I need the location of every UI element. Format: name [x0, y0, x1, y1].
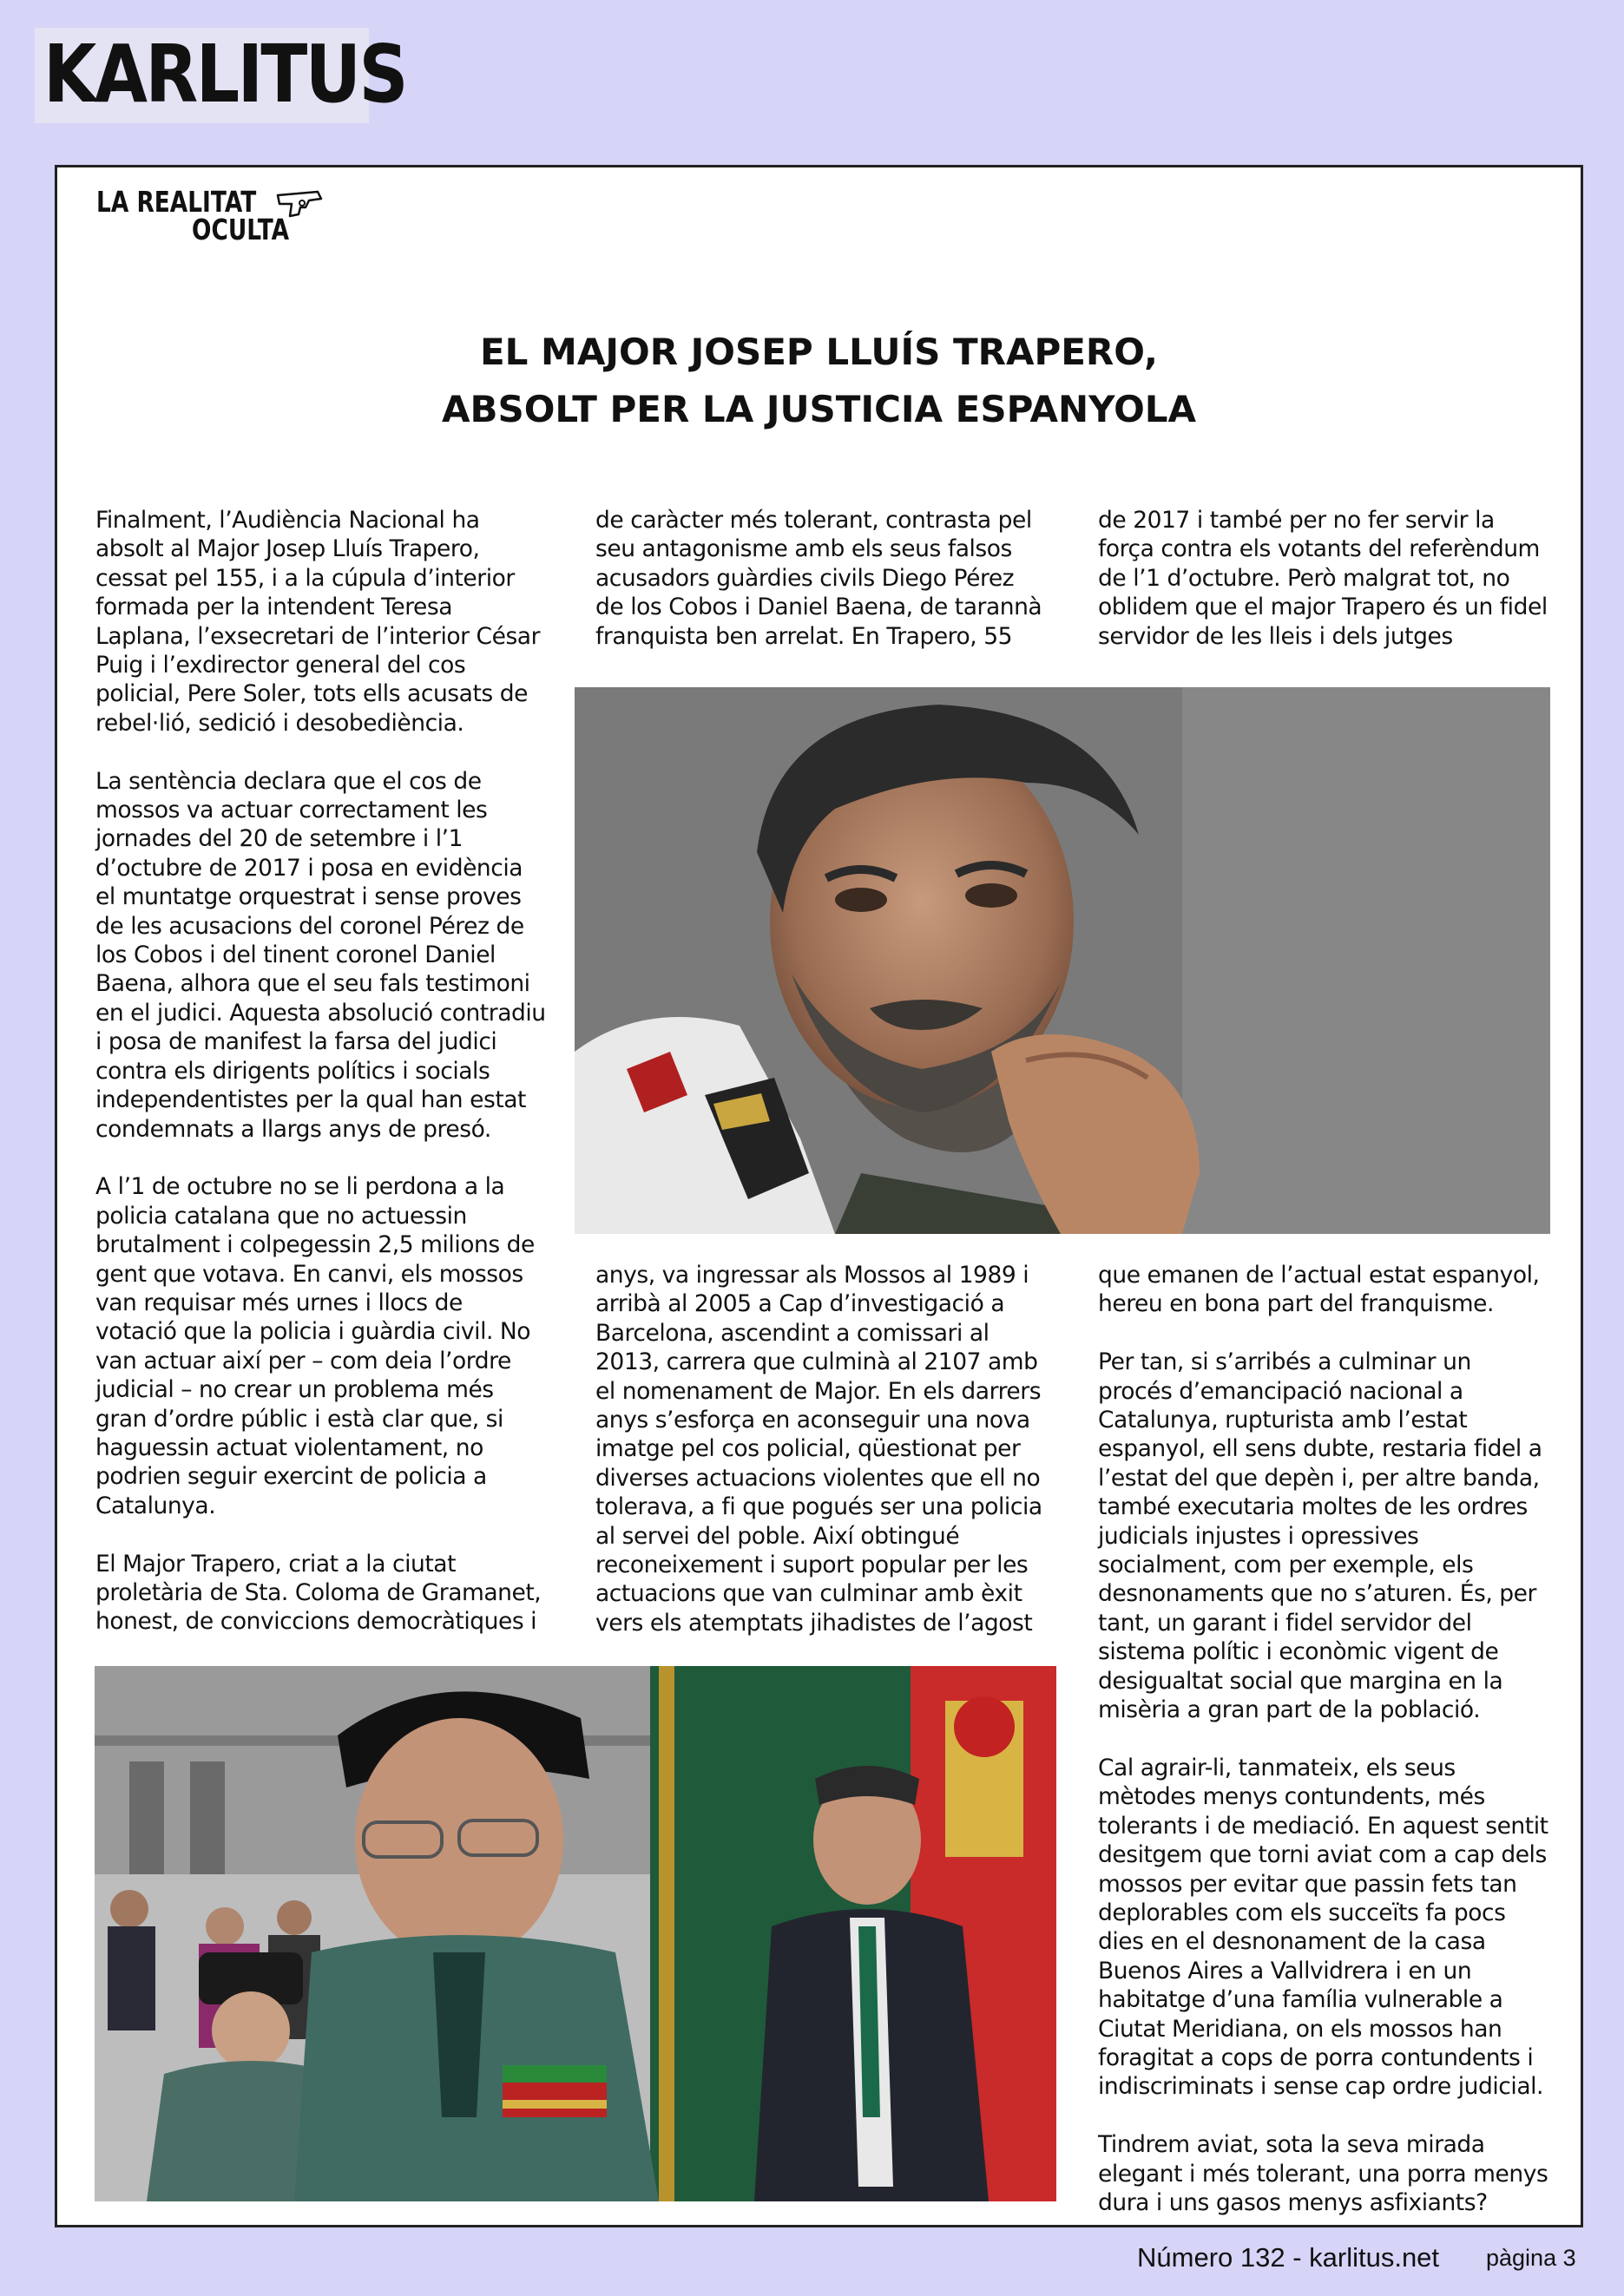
article-column-3-bottom: [1098, 1261, 1549, 2217]
col3-paragraph-4: Cal agrair-li, tanmateix, els seus mètodes menys contundents, més tolerants i de mediació. En aquest sentit desitgem que torni aviat com a cap dels mossos per evitar que passin fets tan deplorables com els succeïts fa pocs dies en el desnonament de la casa Buenos Aires a Vallvidrera i en un habitatge d’una família vulnerable a Ciutat Meridiana, on els mossos han foragitat a cops de porra contundents i indiscriminats i sense cap ordre judicial.: [1098, 1754, 1548, 2101]
headline-line1: EL MAJOR JOSEP LLUÍS TRAPERO,: [479, 331, 1159, 373]
col3-paragraph-3: Per tan, si s’arribés a culminar un procés d’emancipació nacional a Catalunya, rupturista amb l’estat espanyol, ell sens dubte, restaria fidel a l’estat del que depèn i, per altre banda, també executaria moltes de les ordres judicials injustes i opressives socialment, com per exemple, els desnonaments que no s’aturen. És, per tant, un garant i fidel servidor del sistema polític i econòmic vigent de desigualtat social que margina en la misèria a gran part de la població.: [1098, 1348, 1542, 1724]
col2-paragraph-1: de caràcter més tolerant, contrasta pel seu antagonisme amb els seus falsos acusadors guàrdies civils Diego Pérez de los Cobos i Daniel Baena, de tarannà franquista ben arrelat. En Trapero, 55: [595, 507, 1042, 650]
article-column-1: [95, 506, 547, 1637]
footer-page-number: pàgina 3: [1486, 2245, 1576, 2271]
col1-paragraph-3: A l’1 de octubre no se li perdona a la policia catalana que no actuessin brutalment i colpegessin 2,5 milions de gent que votava. En canvi, els mossos van requisar més urnes i llocs de votació que la policia i guàrdia civil. No van actuar així per – com deia l’ordre judicial – no crear un problema més gran d’ordre públic i està clar que, si haguessin actuat violentament, no podrien seguir exercint de policia a Catalunya.: [95, 1173, 535, 1519]
col3-paragraph-1: de 2017 i també per no fer servir la força contra els votants del referèndum de l’1 d’octubre. Però malgrat tot, no oblidem que el major Trapero és un fidel servidor de les lleis i dels jutges: [1098, 507, 1548, 650]
guardia-civil-officers-photo: [95, 1666, 1056, 2201]
section-logo: [96, 185, 313, 246]
col1-paragraph-1: Finalment, l’Audiència Nacional ha absolt al Major Josep Lluís Trapero, cessat pel 155, i a la cúpula d’interior formada per la intendent Teresa Laplana, l’exsecretari de l’interior César Puig i l’exdirector general del cos policial, Pere Soler, tots ells acusats de rebel·lió, sedició i desobediència.: [95, 507, 541, 737]
article-column-3-top: [1098, 506, 1549, 651]
col2-paragraph-2: anys, va ingressar als Mossos al 1989 i arribà al 2005 a Cap d’investigació a Barcelona, ascendint a comissari al 2013, carrera que culminà al 2107 amb el nomenament de Major. En els darrers anys s’esforça en aconseguir una nova imatge pel cos policial, qüestionat per diverses actuacions violentes que ell no tolerava, a fi que pogués ser una policia al servei del poble. Així obtingué reconeixement i suport popular per les actuacions que van culminar amb èxit vers els atemptats jihadistes de l’agost: [595, 1262, 1042, 1637]
section-logo-line1: LA REALITAT: [96, 185, 257, 219]
col1-paragraph-2: La sentència declara que el cos de mossos va actuar correctament les jornades del 20 de setembre i l’1 d’octubre de 2017 i posa en evidència el muntatge orquestrat i sense proves de les acusacions del coronel Pérez de los Cobos i del tinent coronel Daniel Baena, alhora que el seu fals testimoni en el judici. Aquesta absolució contradiu i posa de manifest la farsa del judici contra els dirigents polítics i socials independentistes per la qual han estat condemnats a llargs anys de presó.: [95, 767, 546, 1143]
masthead: [35, 28, 406, 123]
trapero-portrait-photo: [575, 687, 1550, 1234]
col3-paragraph-2: que emanen de l’actual estat espanyol, hereu en bona part del franquisme.: [1098, 1262, 1540, 1318]
article-column-2-top: [595, 506, 1047, 651]
article-column-2-bottom: [595, 1261, 1047, 1637]
masthead-title: KARLITUS: [43, 28, 406, 121]
headline-line2: ABSOLT PER LA JUSTICIA ESPANYOLA: [441, 388, 1197, 430]
col3-paragraph-5: Tindrem aviat, sota la seva mirada elegant i més tolerant, una porra menys dura i uns gasos menys asfixiants?: [1098, 2131, 1548, 2216]
gun-icon: [274, 188, 325, 220]
headline: [57, 324, 1581, 438]
page-frame: [55, 165, 1583, 2227]
section-logo-line2: OCULTA: [192, 213, 290, 246]
col1-paragraph-4: El Major Trapero, criat a la ciutat proletària de Sta. Coloma de Gramanet, honest, de conviccions democràtiques i: [95, 1550, 542, 1636]
footer-issue-number: Número 132 - karlitus.net: [1137, 2242, 1440, 2273]
